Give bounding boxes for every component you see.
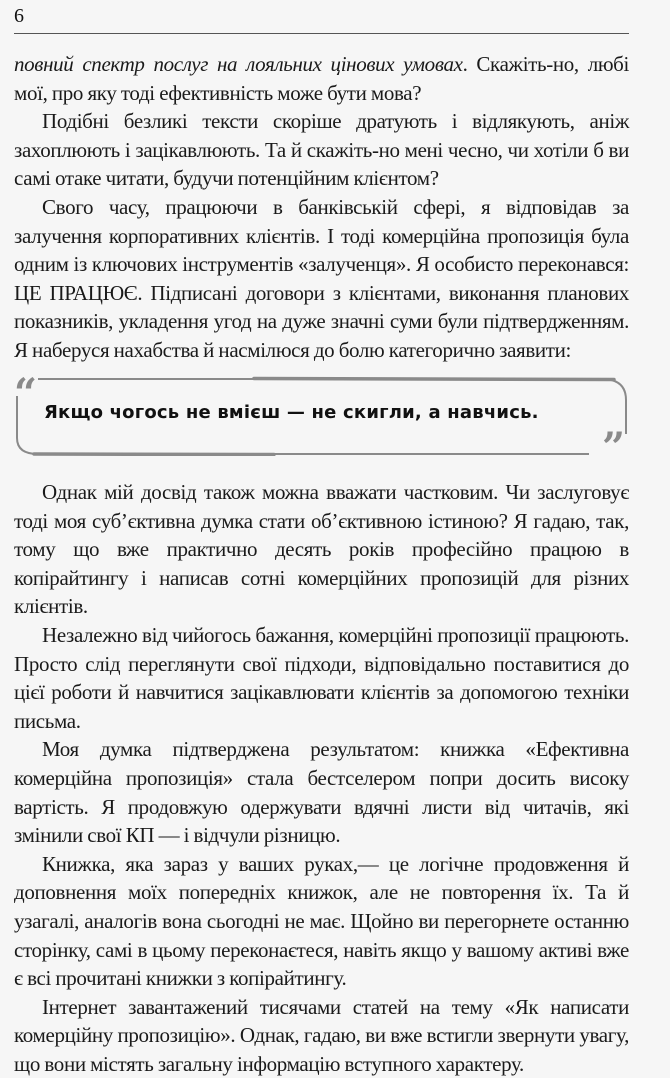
page-number: 6: [14, 5, 24, 27]
header-rule: [14, 33, 629, 34]
top-text-block: [14, 50, 629, 365]
paragraph: Подібні безликі тексти скоріше дратують і відлякують, аніж захоплюють і зацікавлюють. Та й скажіть-но мені чесно, чи хотіли б ви самі отаке читати, будучи потенційним клієнтом?: [14, 109, 629, 191]
pull-quote: [14, 370, 628, 471]
paragraph: Книжка, яка зараз у ваших руках,— це логічне продовження й доповнення моїх попередніх книжок, але не повторення їх. Та й узагалі, аналогів вона сьогодні не має. Щойно ви перегорнете останню сторінку, самі в цьому переконаєтеся, навіть якщо у вашому активі вже є всі прочитані книжки з копірайтингу.: [14, 851, 629, 991]
paragraph: Моя думка підтверджена результатом: книжка «Ефективна комерційна пропозиція» стала бестселером попри досить високу вартість. Я продовжую одержувати вдячні листи від читачів, які змінили свої КП — і відчули різницю.: [14, 737, 629, 848]
bottom-text-block: [14, 478, 629, 1078]
paragraph-text: . Скажіть-но, любі мої, про яку тоді ефективність може бути мова?: [14, 52, 629, 105]
paragraph: Свого часу, працюючи в банківській сфері, я відповідав за залучення корпоративних клієнтів. І тоді комерційна пропозиція була одним із ключових інструментів «залученця». Я особисто переконався: ЦЕ ПРАЦЮЄ. Підписані договори з клієнтами, виконання планових показників, укладення угод на дуже значні суми були підтвердженням. Я наберуся нахабства й насмілюся до болю категорично заявити:: [14, 194, 629, 362]
paragraph: Однак мій досвід також можна вважати частковим. Чи заслуговує тоді моя суб’єктивна думка стати об’єктивною істиною? Я гадаю, так, тому що вже практично десять років професійно працюю в копірайтингу і написав сотні комерційних пропозицій для різних клієнтів.: [14, 480, 629, 619]
open-quote-icon: “: [14, 370, 38, 417]
close-quote-icon: ”: [602, 424, 626, 471]
quote-text: Якщо чогось не вмієш — не скигли, а навчись.: [44, 402, 539, 423]
paragraph-continuation: [14, 50, 629, 107]
italic-lead: повний спектр послуг на лояльних цінових умовах: [14, 52, 463, 76]
paragraph: Незалежно від чийогось бажання, комерційні пропозиції працюють. Просто слід переглянути свої підходи, відповідально поставитися до цієї роботи й навчитися зацікавлювати клієнтів за допомогою техніки письма.: [14, 622, 629, 733]
paragraph: Інтернет завантажений тисячами статей на тему «Як написати комерційну пропозицію». Однак, гадаю, ви вже встигли звернути увагу, що вони містять загальну інформацію вступного характеру.: [14, 994, 629, 1076]
